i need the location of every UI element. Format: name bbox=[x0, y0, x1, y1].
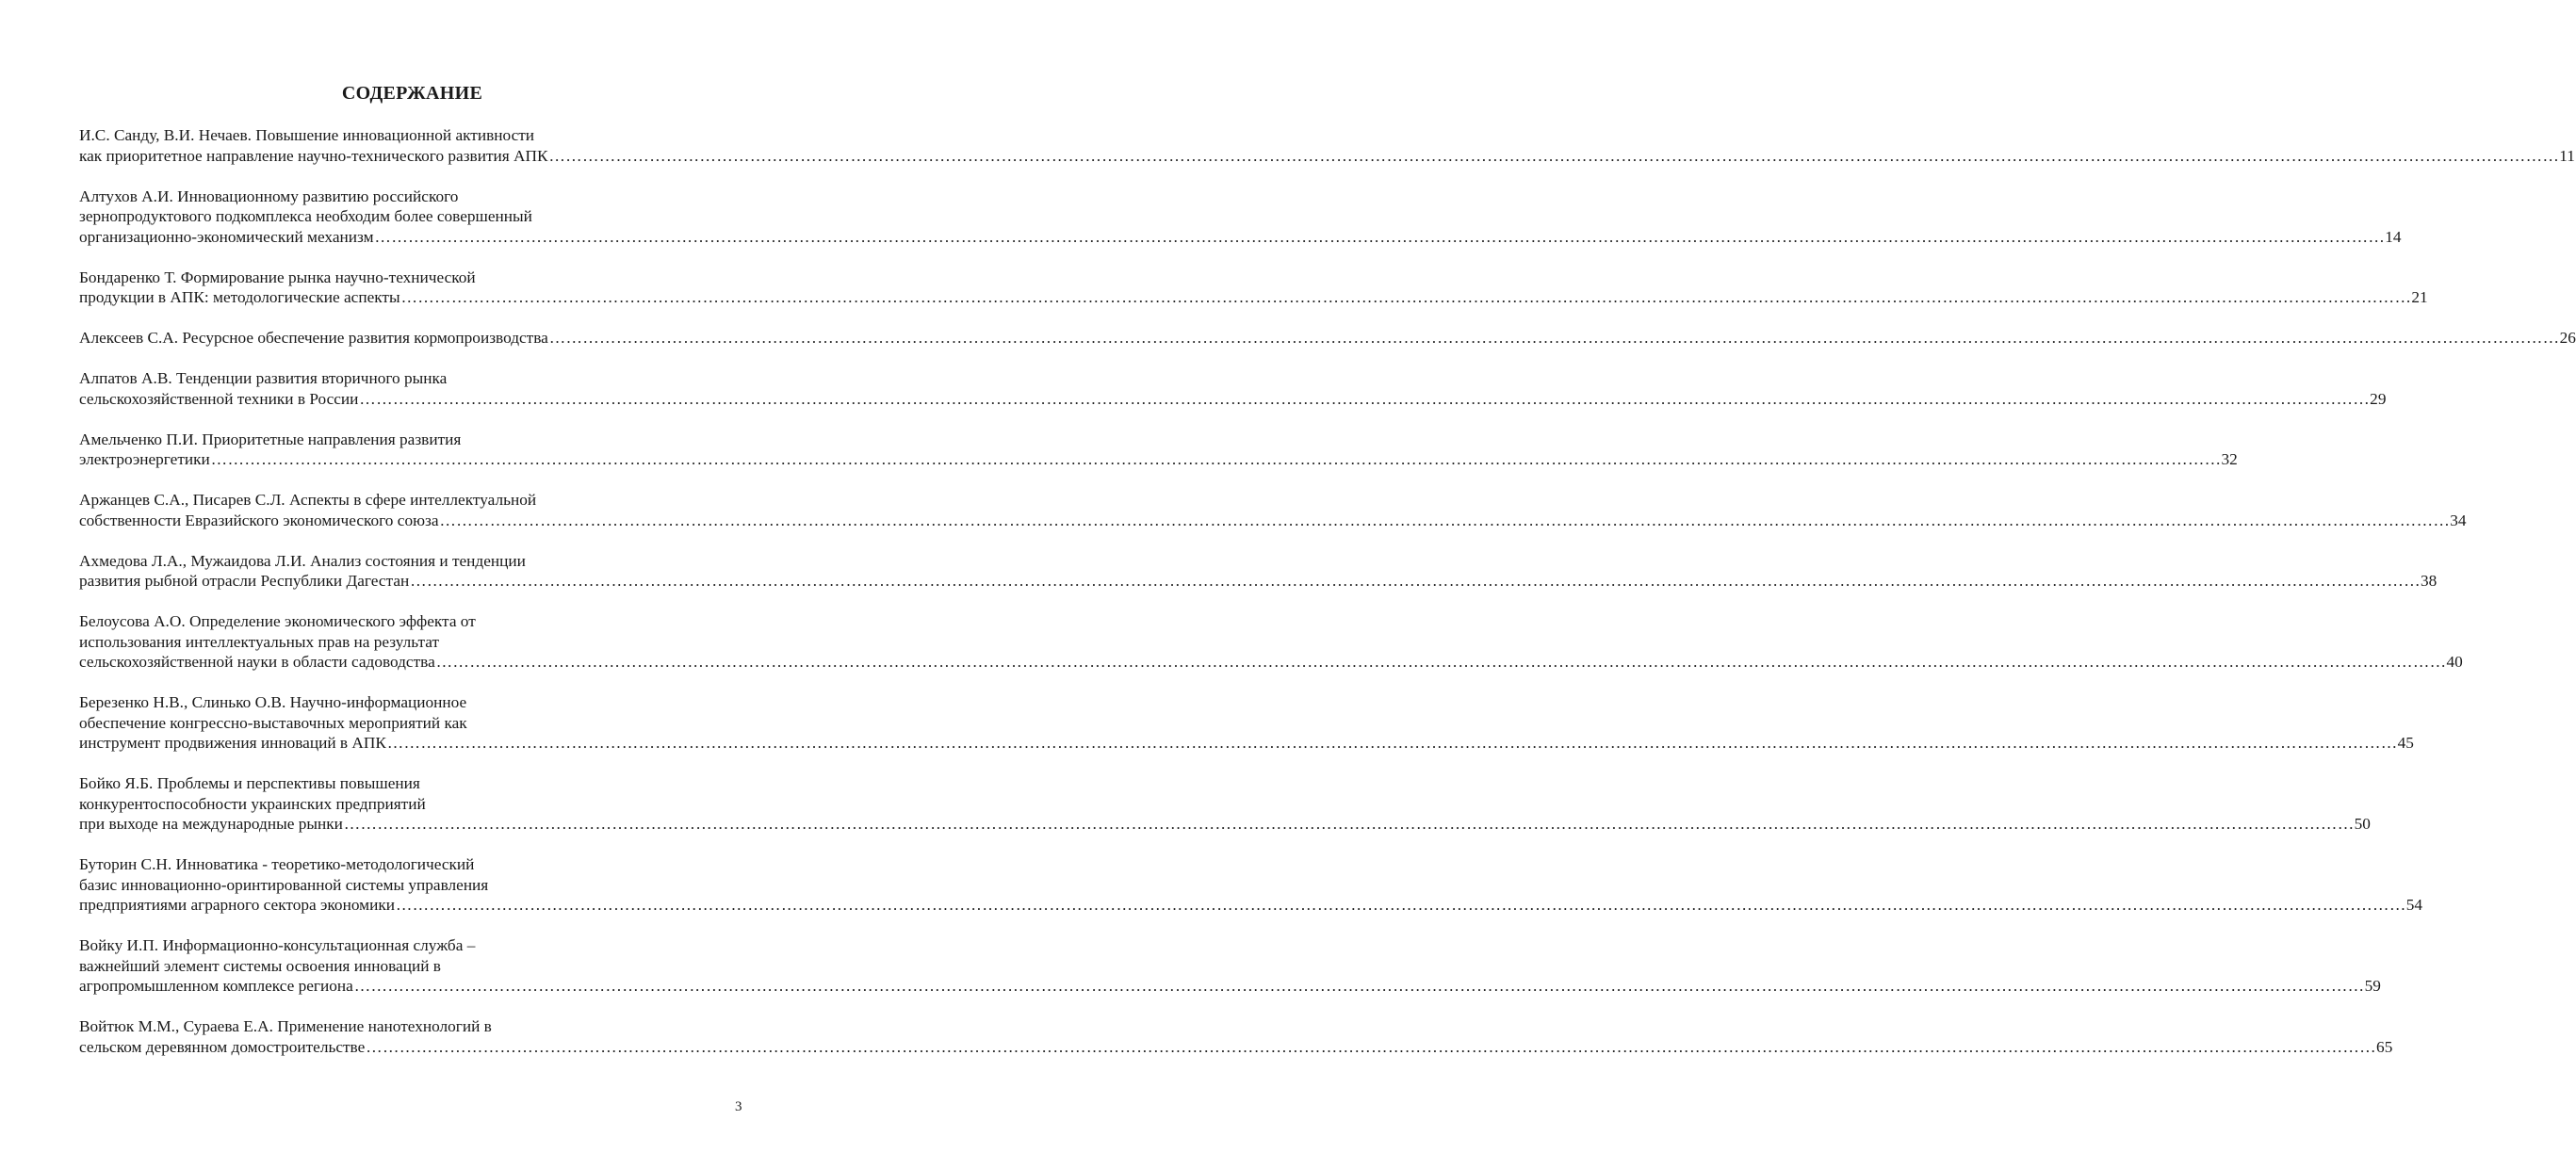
toc-entry-line: Амельченко П.И. Приоритетные направления развития bbox=[79, 430, 462, 448]
dot-leader: ……………………………………………………………………………………………………………………………………………………………………………………………………………………………………………………………………………………………………………………………… bbox=[548, 329, 2560, 347]
toc-entry-line: Березенко Н.В., Слинько О.В. Научно-информационное bbox=[79, 693, 467, 711]
dot-leader: ……………………………………………………………………………………………………………………………………………………………………………………………………………………………………………………………………………………………………………………………… bbox=[366, 1037, 2377, 1056]
toc-entry-line: Алексеев С.А. Ресурсное обеспечение развития кормопроизводства bbox=[79, 329, 548, 347]
toc-entry-line: при выходе на международные рынки bbox=[79, 815, 343, 833]
toc-entry-page: 50 bbox=[2354, 815, 2371, 833]
toc-entry[interactable] bbox=[79, 490, 2467, 530]
toc-entry-last-line bbox=[79, 814, 2371, 835]
toc-entry-page: 29 bbox=[2370, 389, 2387, 408]
toc-entry-line: развития рыбной отрасли Республики Дагестан bbox=[79, 572, 410, 590]
toc-entry-line: использования интеллектуальных прав на результат bbox=[79, 632, 440, 651]
page-number: 3 bbox=[735, 1099, 742, 1114]
toc-entry-last-line bbox=[79, 227, 2402, 248]
toc-entry[interactable] bbox=[79, 1016, 2393, 1057]
toc-entry-page: 32 bbox=[2221, 450, 2238, 468]
toc-entry-line: инструмент продвижения инноваций в АПК bbox=[79, 734, 386, 752]
toc-entry[interactable] bbox=[79, 368, 2387, 409]
toc-entry[interactable] bbox=[79, 268, 2428, 308]
toc-entry[interactable] bbox=[79, 328, 2576, 349]
toc-entry-last-line bbox=[79, 511, 2467, 531]
toc-entry-line: Войку И.П. Информационно-консультационная служба – bbox=[79, 936, 476, 954]
toc-entry[interactable] bbox=[79, 854, 2422, 916]
toc-entry[interactable] bbox=[79, 430, 2238, 470]
toc-entry-line: Войтюк М.М., Сураева Е.А. Применение нанотехнологий в bbox=[79, 1017, 492, 1035]
toc-entry-line: обеспечение конгрессно-выставочных мероприятий как bbox=[79, 713, 467, 732]
toc-entry[interactable] bbox=[79, 773, 2371, 835]
table-of-contents bbox=[79, 125, 2576, 1078]
toc-entry-page: 54 bbox=[2405, 896, 2422, 914]
toc-entry-line: Бойко Я.Б. Проблемы и перспективы повышения bbox=[79, 774, 420, 792]
toc-entry-page: 65 bbox=[2376, 1037, 2393, 1056]
toc-entry-line: сельскохозяйственной науки в области садоводства bbox=[79, 653, 435, 671]
toc-entry-line: Ахмедова Л.А., Мужаидова Л.И. Анализ состояния и тенденции bbox=[79, 551, 526, 570]
toc-entry-line: Белоусова А.О. Определение экономического эффекта от bbox=[79, 612, 476, 630]
toc-entry-last-line bbox=[79, 571, 2437, 592]
dot-leader: ……………………………………………………………………………………………………………………………………………………………………………………………………………………………………………………………………………………………………………………………… bbox=[359, 389, 2371, 408]
toc-entry-page: 34 bbox=[2450, 511, 2467, 529]
dot-leader: ……………………………………………………………………………………………………………………………………………………………………………………………………………………………………………………………………………………………………………………………… bbox=[374, 227, 2386, 246]
toc-entry-line: как приоритетное направление научно-технического развития АПК bbox=[79, 146, 548, 165]
toc-entry-line: агропромышленном комплексе региона bbox=[79, 977, 353, 995]
toc-entry[interactable] bbox=[79, 125, 2575, 166]
toc-entry-line: конкурентоспособности украинских предприятий bbox=[79, 794, 426, 813]
dot-leader: ……………………………………………………………………………………………………………………………………………………………………………………………………………………………………………………………………………………………………………………………… bbox=[435, 653, 2447, 671]
toc-entry-line: Буторин С.Н. Инноватика - теоретико-методологический bbox=[79, 855, 475, 873]
dot-leader: ……………………………………………………………………………………………………………………………………………………………………………………………………………………………………………………………………………………………………………………………… bbox=[386, 734, 2398, 752]
dot-leader: ……………………………………………………………………………………………………………………………………………………………………………………………………………………………………………………………………………………………………………………………… bbox=[343, 815, 2355, 833]
toc-entry-last-line bbox=[79, 976, 2381, 997]
toc-entry-line: организационно-экономический механизм bbox=[79, 227, 374, 246]
toc-entry-last-line bbox=[79, 1037, 2393, 1058]
toc-entry-last-line bbox=[79, 733, 2414, 754]
toc-entry-last-line bbox=[79, 652, 2463, 673]
toc-entry-last-line bbox=[79, 449, 2238, 470]
dot-leader: ……………………………………………………………………………………………………………………………………………………………………………………………………………………………………………………………………………………………………………………………… bbox=[410, 572, 2421, 590]
toc-entry-page: 45 bbox=[2397, 734, 2414, 752]
toc-entry-line: собственности Евразийского экономического союза bbox=[79, 511, 439, 529]
toc-entry-page: 21 bbox=[2411, 288, 2428, 306]
toc-entry-line: Алтухов А.И. Инновационному развитию российского bbox=[79, 187, 459, 205]
toc-entry-line: Аржанцев С.А., Писарев С.Л. Аспекты в сфере интеллектуальной bbox=[79, 491, 537, 509]
toc-entry-line: сельском деревянном домостроительстве bbox=[79, 1037, 366, 1056]
toc-entry[interactable] bbox=[79, 692, 2414, 754]
toc-entry-line: электроэнергетики bbox=[79, 450, 210, 468]
toc-entry-page: 14 bbox=[2385, 227, 2402, 246]
toc-entry[interactable] bbox=[79, 611, 2463, 673]
toc-entry-last-line bbox=[79, 328, 2576, 349]
toc-entry-line: Алпатов А.В. Тенденции развития вторичного рынка bbox=[79, 369, 448, 387]
dot-leader: ……………………………………………………………………………………………………………………………………………………………………………………………………………………………………………………………………………………………………………………………… bbox=[548, 146, 2560, 165]
toc-entry-page: 38 bbox=[2421, 572, 2437, 590]
toc-entry-line: Бондаренко Т. Формирование рынка научно-технической bbox=[79, 268, 476, 286]
toc-entry-line: предприятиями аграрного сектора экономики bbox=[79, 896, 395, 914]
toc-entry-last-line bbox=[79, 895, 2422, 916]
toc-entry-line: важнейший элемент системы освоения инноваций в bbox=[79, 956, 441, 975]
toc-entry[interactable] bbox=[79, 935, 2381, 997]
toc-entry-last-line bbox=[79, 287, 2428, 308]
toc-entry[interactable] bbox=[79, 187, 2402, 248]
toc-entry[interactable] bbox=[79, 551, 2437, 592]
toc-entry-last-line bbox=[79, 146, 2575, 167]
toc-entry-line: зернопродуктового подкомплекса необходим более совершенный bbox=[79, 207, 532, 225]
toc-entry-line: И.С. Санду, В.И. Нечаев. Повышение инновационной активности bbox=[79, 126, 535, 144]
toc-entry-page: 40 bbox=[2446, 653, 2463, 671]
toc-entry-page: 11 bbox=[2559, 146, 2575, 165]
dot-leader: ……………………………………………………………………………………………………………………………………………………………………………………………………………………………………………………………………………………………………………………………… bbox=[210, 450, 2222, 468]
dot-leader: ……………………………………………………………………………………………………………………………………………………………………………………………………………………………………………………………………………………………………………………………… bbox=[439, 511, 2451, 529]
toc-entry-page: 26 bbox=[2559, 329, 2576, 347]
dot-leader: ……………………………………………………………………………………………………………………………………………………………………………………………………………………………………………………………………………………………………………………………… bbox=[353, 977, 2365, 995]
dot-leader: ……………………………………………………………………………………………………………………………………………………………………………………………………………………………………………………………………………………………………………………………… bbox=[395, 896, 2406, 914]
toc-entry-line: сельскохозяйственной техники в России bbox=[79, 389, 359, 408]
dot-leader: ……………………………………………………………………………………………………………………………………………………………………………………………………………………………………………………………………………………………………………………………… bbox=[400, 288, 2412, 306]
toc-entry-last-line bbox=[79, 389, 2387, 410]
toc-entry-page: 59 bbox=[2364, 977, 2381, 995]
toc-entry-line: базис инновационно-оринтированной системы управления bbox=[79, 875, 489, 894]
toc-entry-line: продукции в АПК: методологические аспекты bbox=[79, 288, 400, 306]
page-title: СОДЕРЖАНИЕ bbox=[341, 83, 483, 104]
